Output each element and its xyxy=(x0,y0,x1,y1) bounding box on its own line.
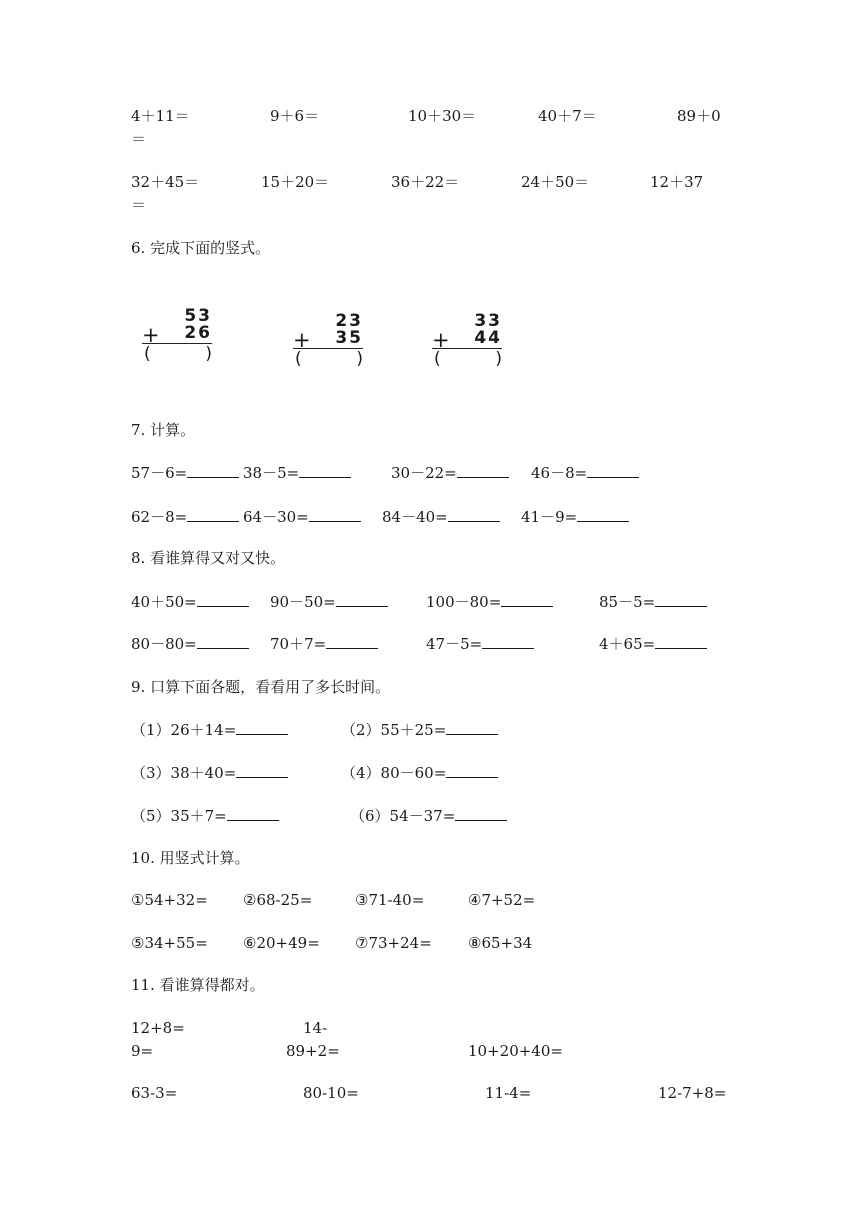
problem: 11-4= xyxy=(485,1084,532,1102)
problem: ③71-40= xyxy=(355,891,425,909)
problem: 10＋30＝ xyxy=(408,107,477,125)
bottom-number: 26 xyxy=(184,323,212,343)
problem-wrap: ＝ xyxy=(131,130,147,148)
answer-blank[interactable] xyxy=(236,720,288,735)
section-title: 6. 完成下面的竖式。 xyxy=(131,239,271,257)
problem: 40＋50= xyxy=(131,592,249,612)
problem: 64－30= xyxy=(243,507,361,527)
problem: 36＋22＝ xyxy=(391,173,460,191)
answer-blank[interactable] xyxy=(587,463,639,478)
vertical-problem xyxy=(142,306,212,368)
problem: 14- xyxy=(303,1019,328,1037)
problem: （6）54－37= xyxy=(350,806,507,826)
problem-wrap: ＝ xyxy=(131,196,147,214)
problem: 84－40= xyxy=(382,507,500,527)
problem: 4＋11＝ xyxy=(131,107,190,125)
top-number: 33 xyxy=(474,311,502,331)
problem: 90－50= xyxy=(270,592,388,612)
plus-sign: + xyxy=(142,323,160,347)
problem: 12＋37 xyxy=(650,173,704,191)
problem: 57－6= xyxy=(131,463,239,483)
answer-blank[interactable] xyxy=(655,592,707,607)
answer-blank[interactable] xyxy=(227,806,279,821)
answer-blank[interactable] xyxy=(309,507,361,522)
problem: （1）26＋14= xyxy=(131,720,288,740)
answer-parentheses: ( ) xyxy=(295,349,363,369)
problem: 12-7+8= xyxy=(658,1084,727,1102)
bottom-number: 35 xyxy=(335,328,363,348)
problem: 100－80= xyxy=(426,592,553,612)
problem: ⑥20+49= xyxy=(243,934,320,952)
problem: 89+2= xyxy=(286,1042,340,1060)
problem: （4）80－60= xyxy=(341,763,498,783)
problem: ⑤34+55= xyxy=(131,934,208,952)
answer-blank[interactable] xyxy=(187,463,239,478)
top-number: 53 xyxy=(184,306,212,326)
answer-blank[interactable] xyxy=(448,507,500,522)
answer-parentheses: ( ) xyxy=(434,349,502,369)
problem: 70＋7= xyxy=(270,634,378,654)
section-title: 8. 看谁算得又对又快。 xyxy=(131,549,286,567)
plus-sign: + xyxy=(432,328,450,352)
problem: 4＋65= xyxy=(599,634,707,654)
answer-parentheses: ( ) xyxy=(144,344,212,364)
problem: （3）38＋40= xyxy=(131,763,288,783)
answer-blank[interactable] xyxy=(187,507,239,522)
problem: （2）55＋25= xyxy=(341,720,498,740)
problem: 30－22= xyxy=(391,463,509,483)
problem: 46－8= xyxy=(531,463,639,483)
answer-blank[interactable] xyxy=(197,634,249,649)
answer-blank[interactable] xyxy=(197,592,249,607)
answer-blank[interactable] xyxy=(482,634,534,649)
problem: 9= xyxy=(131,1042,154,1060)
problem: 80－80= xyxy=(131,634,249,654)
vertical-problem xyxy=(293,311,363,373)
section-title: 9. 口算下面各题，看看用了多长时间。 xyxy=(131,678,391,696)
vertical-problem xyxy=(432,311,502,373)
answer-blank[interactable] xyxy=(501,592,553,607)
section-title: 10. 用竖式计算。 xyxy=(131,849,250,867)
answer-blank[interactable] xyxy=(336,592,388,607)
answer-blank[interactable] xyxy=(446,720,498,735)
answer-blank[interactable] xyxy=(326,634,378,649)
problem: ①54+32= xyxy=(131,891,208,909)
problem: 41－9= xyxy=(521,507,629,527)
problem: （5）35＋7= xyxy=(131,806,279,826)
section-title: 7. 计算。 xyxy=(131,421,196,439)
problem: ④7+52= xyxy=(468,891,536,909)
problem: 47－5= xyxy=(426,634,534,654)
problem: 85－5= xyxy=(599,592,707,612)
problem: ⑦73+24= xyxy=(355,934,432,952)
problem: 89＋0 xyxy=(677,107,721,125)
plus-sign: + xyxy=(293,328,311,352)
problem: 12+8= xyxy=(131,1019,185,1037)
answer-blank[interactable] xyxy=(446,763,498,778)
problem: 62－8= xyxy=(131,507,239,527)
problem: 10+20+40= xyxy=(468,1042,563,1060)
section-title: 11. 看谁算得都对。 xyxy=(131,976,265,994)
problem: 63-3= xyxy=(131,1084,178,1102)
problem: 38－5= xyxy=(243,463,351,483)
answer-blank[interactable] xyxy=(457,463,509,478)
problem: 80-10= xyxy=(303,1084,359,1102)
problem: 9＋6＝ xyxy=(270,107,320,125)
answer-blank[interactable] xyxy=(455,806,507,821)
problem: 40＋7＝ xyxy=(538,107,597,125)
problem: 24＋50＝ xyxy=(521,173,590,191)
top-number: 23 xyxy=(335,311,363,331)
answer-blank[interactable] xyxy=(655,634,707,649)
problem: 32＋45＝ xyxy=(131,173,200,191)
problem: 15＋20＝ xyxy=(261,173,330,191)
answer-blank[interactable] xyxy=(236,763,288,778)
answer-blank[interactable] xyxy=(299,463,351,478)
problem: ②68-25= xyxy=(243,891,313,909)
problem: ⑧65+34 xyxy=(468,934,533,952)
bottom-number: 44 xyxy=(474,328,502,348)
answer-blank[interactable] xyxy=(577,507,629,522)
